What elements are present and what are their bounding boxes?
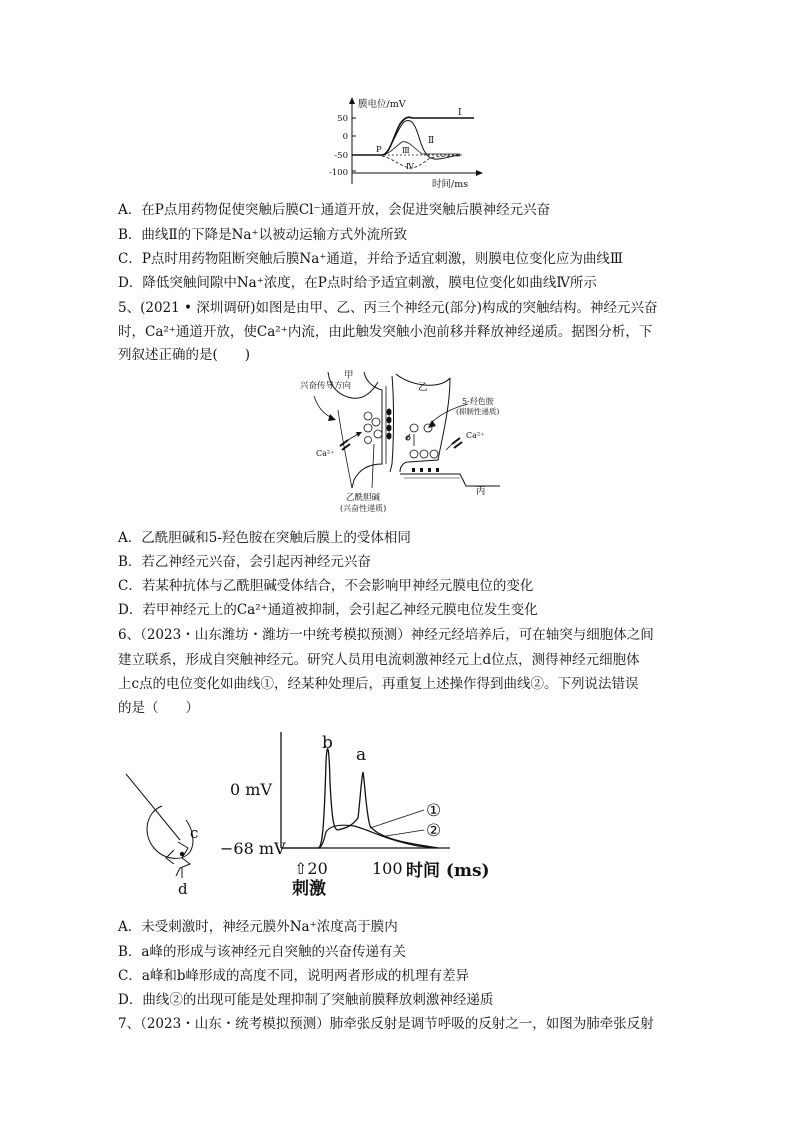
label-5ht: 5-羟色胺 [462,397,494,406]
membrane-potential-figure [318,94,488,190]
curve-IV-label: Ⅳ [406,162,414,171]
axon-line [126,774,180,840]
label-peak-b: b [322,733,333,753]
curve-III-label: Ⅲ [402,146,410,155]
label-5ht-note: (抑制性递质) [456,407,500,416]
label-68mv: −68 mV [220,839,286,858]
x-axis-label: 时间/ms [432,179,469,190]
vesicles-jia [364,412,382,444]
point-p-label: P [376,145,382,155]
direction-arrow [314,396,332,418]
neuron-bing [400,474,500,486]
q5-stem-line-3: 列叙述正确的是( ) [118,347,251,363]
label-ach: 乙酰胆碱 [346,493,381,503]
q7-stem-line-1: 7、（2023・山东・统考模拟预测）肺牵张反射是调节呼吸的反射之一，如图为肺牵张反射 [118,1016,654,1032]
label-time-axis: 时间 (ms) [406,861,490,881]
q6-stem-line-1: 6、（2023・山东潍坊・潍坊一中统考模拟预测）神经元经培养后，可在轴突与细胞体之间 [118,627,654,643]
q5-option-a: A．乙酰胆碱和5-羟色胺在突触后膜上的受体相同 [118,530,411,546]
label-tick-20: ⇧20 [294,859,328,878]
q5-option-c: C．若某种抗体与乙酰胆碱受体结合，不会影响甲神经元膜电位的变化 [118,578,534,594]
q6-option-c: C．a峰和b峰形成的高度不同，说明两者形成的机理有差异 [118,968,470,984]
curve-I-label: Ⅰ [458,108,462,118]
q4-option-b: B．曲线Ⅱ的下降是Na⁺以被动运输方式外流所致 [118,227,408,243]
synapse-figure [300,368,510,518]
label-stimulus: 刺激 [292,879,326,898]
tick-50: 50 [337,114,348,124]
label-bing: 丙 [476,486,486,497]
neuron-yi-membrane [390,376,394,472]
q6-option-d: D．曲线②的出现可能是处理抑制了突触前膜释放刺激神经递质 [118,992,494,1008]
y-axis-label: 膜电位/mV [358,99,406,110]
ach-receptors [387,409,392,440]
label-yi: 乙 [418,382,428,393]
tick-minus50: -50 [334,151,348,161]
tick-0: 0 [342,132,348,142]
q4-option-c: C．P点时用药物阻断突触后膜Na⁺通道，并给予适宜刺激，则膜电位变化应为曲线Ⅲ [118,251,623,267]
curve-IV [382,156,460,168]
q6-stem-line-2: 建立联系，形成自突触神经元。研究人员用电流刺激神经元上d位点，测得神经元细胞体 [118,652,640,668]
yi-left-channel [406,434,410,440]
curve-II-label: Ⅱ [428,136,435,146]
q6-stem-line-4: 的是（ ） [118,700,199,716]
ca-channel-right [446,438,462,450]
label-curve-1: ① [426,801,442,821]
q5-stem-line-1: 5、(2021 • 深圳调研)如图是由甲、乙、丙三个神经元(部分)构成的突触结构。神经元兴奋 [118,300,658,316]
label-direction: 兴奋传导方向 [300,381,352,391]
q4-option-a: A．在P点用药物促使突触后膜Cl⁻通道开放，会促进突触后膜神经元兴奋 [118,202,551,218]
label-ach-note: (兴奋性递质) [340,504,387,513]
label-ca-right: Ca²⁺ [466,431,485,440]
q6-option-a: A．未受刺激时，神经元膜外Na⁺浓度高于膜内 [118,919,398,935]
q5-option-b: B．若乙神经元兴奋，会引起丙神经元兴奋 [118,554,371,570]
label-d: d [178,880,188,898]
q6-stem-line-3: 上c点的电位变化如曲线①，经某种处理后，再重复上述操作得到曲线②。下列说法错误 [118,676,639,692]
label-ca-left: Ca²⁺ [316,449,335,458]
5ht-receptors [412,468,439,472]
label-tick-100: 100 [372,859,403,878]
label-peak-a: a [356,745,367,765]
q4-option-d: D．降低突触间隙中Na⁺浓度，在P点时给予适宜刺激，膜电位变化如曲线Ⅳ所示 [118,275,597,291]
tick-minus100: -100 [328,168,348,178]
q6-option-b: B．a峰的形成与该神经元自突触的兴奋传递有关 [118,944,406,960]
label-jia: 甲 [344,370,354,381]
q5-option-d: D．若甲神经元上的Ca²⁺通道被抑制，会引起乙神经元膜电位发生变化 [118,602,538,618]
label-curve-2: ② [426,821,442,841]
q5-stem-line-2: 时，Ca²⁺通道开放，使Ca²⁺内流，由此触发突触小泡前移并释放神经递质。据图分析，下 [118,324,653,340]
autapse-figure [118,722,498,898]
label-0mv: 0 mV [230,780,272,799]
label-c: c [190,824,199,842]
point-c-marker [180,852,184,856]
